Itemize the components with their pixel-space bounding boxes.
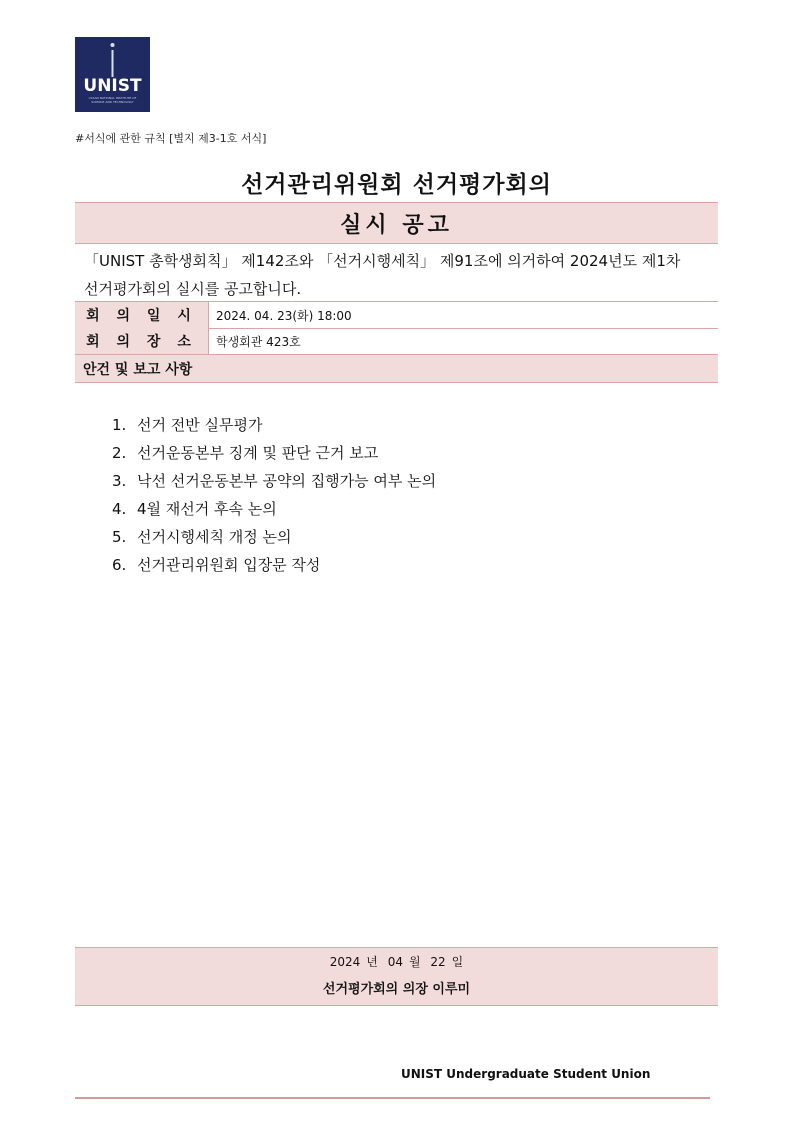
meeting-date-label: 회 의 일 시 xyxy=(75,302,209,328)
announcement-month: 04 xyxy=(387,955,403,969)
agenda-item-text: 선거운동본부 징계 및 판단 근거 보고 xyxy=(137,444,379,462)
logo-line-2: SCIENCE AND TECHNOLOGY xyxy=(91,100,134,104)
agenda-item-text: 선거관리위원회 입장문 작성 xyxy=(137,556,321,574)
agenda-item xyxy=(112,467,436,495)
footer-organization: UNIST Undergraduate Student Union xyxy=(401,1067,651,1081)
meeting-place-label: 회 의 장 소 xyxy=(75,328,209,354)
announcement-year-unit: 년 xyxy=(366,955,378,969)
agenda-item-text: 낙선 선거운동본부 공약의 집행가능 여부 논의 xyxy=(137,472,437,490)
agenda-item xyxy=(112,411,436,439)
announcement-chair: 선거평가회의 의장 이루미 xyxy=(322,982,471,997)
agenda-item-number: 6. xyxy=(112,556,127,574)
announcement-day: 22 xyxy=(430,955,446,969)
footer-divider xyxy=(75,1097,710,1099)
agenda-item xyxy=(112,551,436,579)
agenda-item-text: 선거시행세칙 개정 논의 xyxy=(137,528,292,546)
intro-paragraph xyxy=(84,247,718,303)
intro-line-2: 선거평가회의 실시를 공고합니다. xyxy=(84,280,302,298)
meeting-place-value: 학생회관 423호 xyxy=(216,334,301,349)
agenda-item xyxy=(112,495,436,523)
logo-line-1: ULSAN NATIONAL INSTITUTE OF xyxy=(88,96,137,100)
agenda-list xyxy=(112,411,436,579)
agenda-item-number: 1. xyxy=(112,416,127,434)
agenda-item xyxy=(112,439,436,467)
unist-logo-mark xyxy=(75,37,150,112)
agenda-item-number: 3. xyxy=(112,472,127,490)
agenda-item-text: 선거 전반 실무평가 xyxy=(137,416,263,434)
agenda-item-number: 4. xyxy=(112,500,127,518)
intro-line-1: 「UNIST 총학생회칙」 제142조와 「선거시행세칙」 제91조에 의거하여 2024년도 제1차 xyxy=(84,252,681,270)
agenda-item xyxy=(112,523,436,551)
announcement-year: 2024 xyxy=(329,955,361,969)
agenda-item-text: 4월 재선거 후속 논의 xyxy=(137,500,277,518)
subtitle-text: 실시 공고 xyxy=(340,212,453,238)
rule-reference: #서식에 관한 규칙 [별지 제3-1호 서식] xyxy=(75,132,267,145)
announcement-date xyxy=(75,953,718,970)
announcement-box xyxy=(75,947,718,1006)
meeting-date-row xyxy=(75,301,718,329)
agenda-item-number: 5. xyxy=(112,528,127,546)
announcement-month-unit: 월 xyxy=(408,955,421,969)
unist-logo xyxy=(75,37,150,112)
meeting-date-value: 2024. 04. 23(화) 18:00 xyxy=(216,308,352,323)
document-title: 선거관리위원회 선거평가회의 xyxy=(241,172,552,198)
agenda-item-number: 2. xyxy=(112,444,127,462)
agenda-header: 안건 및 보고 사항 xyxy=(75,355,718,383)
announcement-day-unit: 일 xyxy=(451,955,464,969)
subtitle-bar xyxy=(75,202,718,244)
meeting-place-row xyxy=(75,328,718,355)
logo-wordmark: UNIST xyxy=(83,76,142,96)
